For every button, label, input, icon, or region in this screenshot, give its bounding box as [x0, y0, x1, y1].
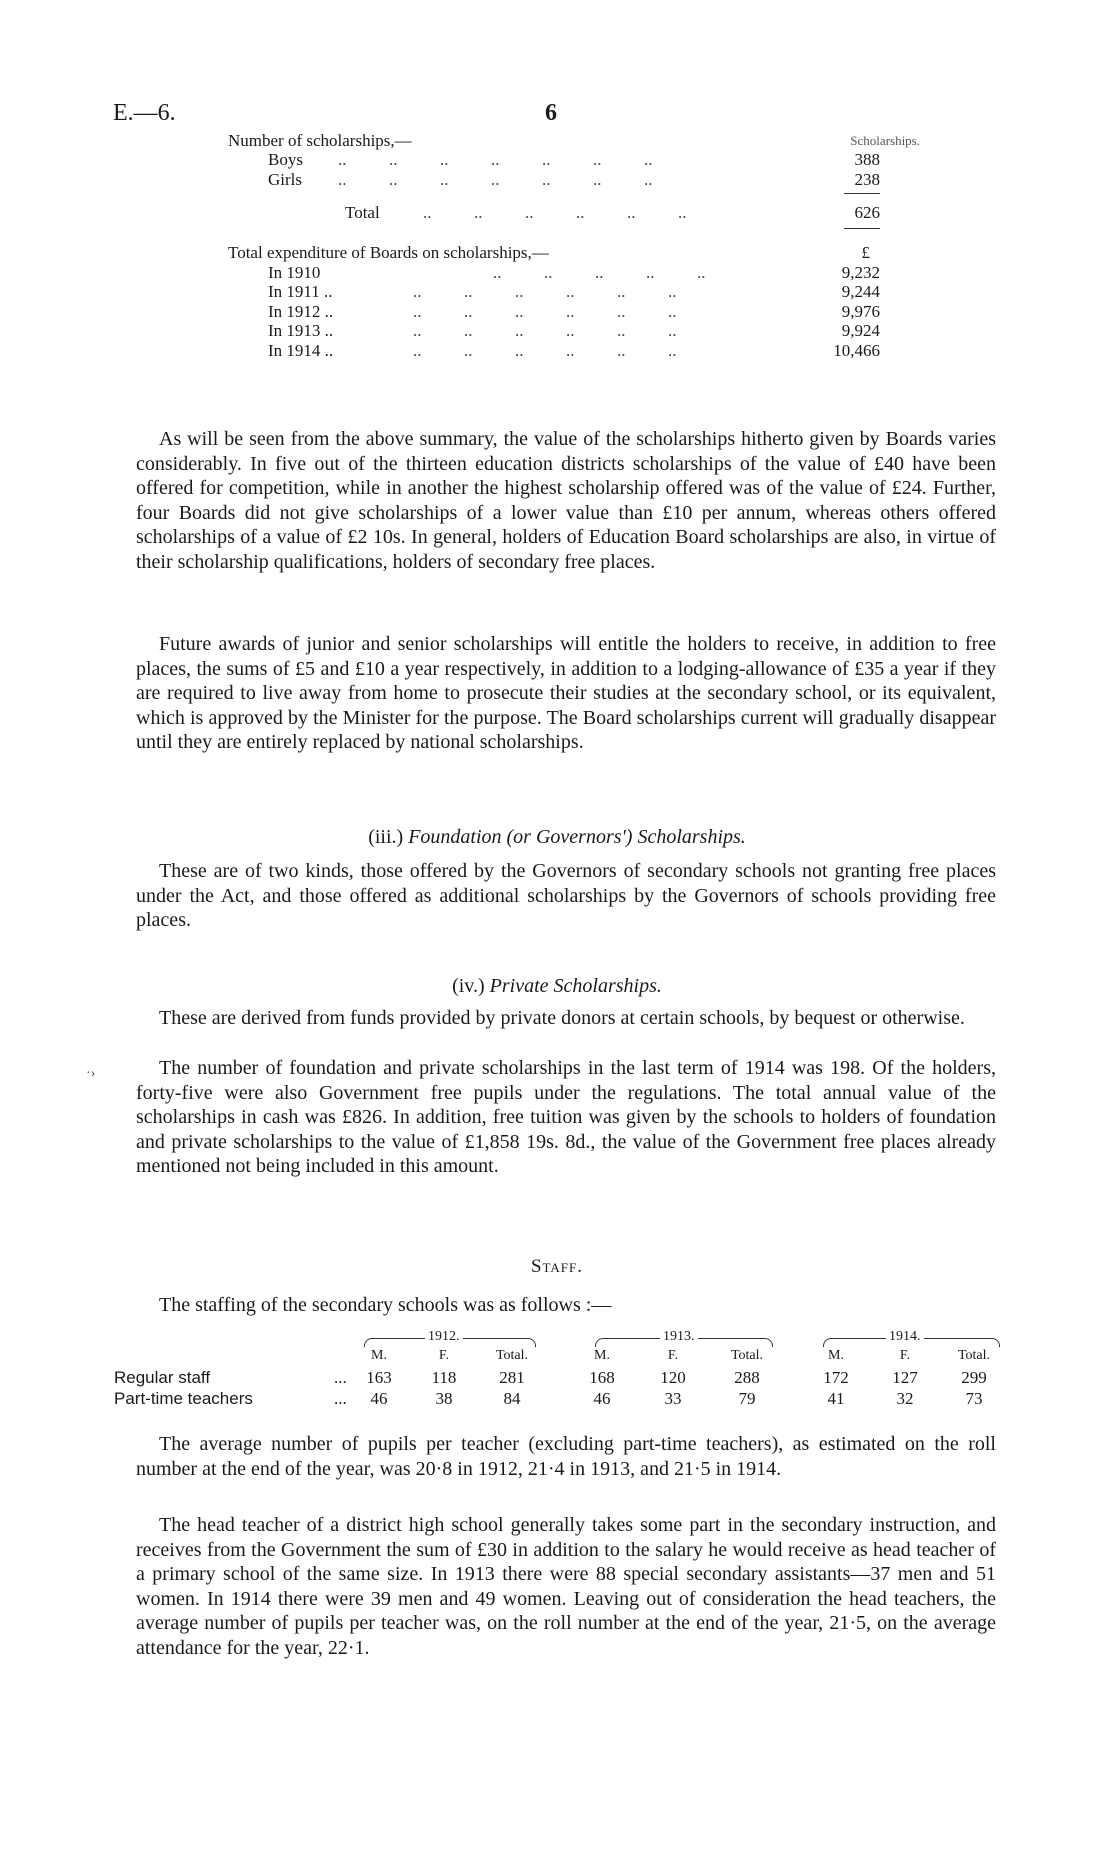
row-label-regular-staff: Regular staff: [114, 1368, 211, 1387]
year-heading: 1912.: [425, 1329, 463, 1345]
staff-cell: 73: [965, 1389, 983, 1408]
scholarships-col-heading: Scholarships.: [850, 133, 920, 148]
staff-cell: 168: [589, 1368, 615, 1387]
expenditure-year-label: In 1914 ..: [268, 341, 334, 360]
paragraph-head-teacher: The head teacher of a district high school generally takes some part in the secondary instruction, and receives from the Government the sum of £30 in addition to the salary he would receive as head teacher of a primary school of the same size. In 1913 there were 88 special secondary assistants—37 men and 51 women. In 1914 there were 39 men and 49 women. Leaving out of consideration the head teachers, the average number of pupils per teacher was, on the roll number at the end of the year, 21·5, on the average attendance for the year, 22·1.: [136, 1514, 996, 1659]
staff-cell: 38: [435, 1389, 453, 1408]
expenditure-year-value: 9,976: [841, 302, 880, 321]
staff-cell: 79: [738, 1389, 756, 1408]
expenditure-year-value: 9,244: [841, 282, 880, 301]
staff-cell: 281: [499, 1368, 525, 1387]
currency-symbol: £: [861, 243, 870, 262]
staff-cell: 41: [827, 1389, 845, 1408]
paragraph-pupils-per-teacher: The average number of pupils per teacher (excluding part-time teachers), as estimated on the roll number at the end of the year, was 20·8 in 1912, 21·4 in 1913, and 21·5 in 1914.: [136, 1433, 996, 1480]
dot-leader: .. .. .. .. .. ..: [413, 302, 677, 321]
staff-cell: 46: [593, 1389, 611, 1408]
staff-cell: 299: [961, 1368, 987, 1387]
total-label: Total: [345, 203, 380, 222]
col-header-total: Total.: [730, 1348, 764, 1363]
page-number: 6: [545, 100, 557, 126]
girls-value: 238: [854, 170, 880, 189]
total-rule: [844, 193, 880, 194]
staff-cell: 172: [823, 1368, 849, 1387]
boys-label: Boys: [268, 150, 303, 169]
dot-leader: .. .. .. .. .. ..: [413, 282, 677, 301]
scholarships-count-label: Number of scholarships,—: [228, 131, 412, 150]
col-header-m: M.: [371, 1348, 387, 1363]
section-number: (iv.): [452, 975, 485, 997]
col-header-f: F.: [667, 1348, 679, 1363]
staff-cell: 33: [664, 1389, 682, 1408]
staff-cell: 32: [896, 1389, 914, 1408]
expenditure-year-value: 9,924: [841, 321, 880, 340]
boys-value: 388: [854, 150, 880, 169]
expenditure-year-value: 9,232: [841, 263, 880, 282]
section-number: (iii.): [368, 826, 404, 848]
paragraph-summary-value: As will be seen from the above summary, the value of the scholarships hitherto given by Boards varies considerably. In five out of the thirteen education districts scholarships of the value of £40 have been offered for competition, while in another the highest scholarship offered was of the value of £24. Further, four Boards did not give scholarships of a lower value than £10 per annum, whereas others offered scholarships of a value of £2 10s. In general, holders of Education Board scholarships are also, in virtue of their scholarship qualifications, holders of secondary free places.: [136, 428, 996, 573]
section-heading-private: [0, 975, 1114, 998]
dot-leader: .. .. .. .. .. .. ..: [338, 170, 653, 189]
year-heading: 1913.: [660, 1329, 698, 1345]
staff-cell: 84: [503, 1389, 521, 1408]
row-label-part-time: Part-time teachers: [114, 1389, 253, 1408]
margin-mark: ·›: [86, 1066, 96, 1081]
dot-leader: .. .. .. .. .. ..: [413, 341, 677, 360]
staff-heading: Staff.: [530, 1256, 584, 1277]
dot-leader: .. .. .. .. ..: [493, 263, 706, 282]
girls-label: Girls: [268, 170, 302, 189]
paragraph-foundation: These are of two kinds, those offered by the Governors of secondary schools not granting free places under the Act, and those offered as additional scholarships by the Governors of schools providing free places.: [136, 860, 996, 931]
staff-cell: 118: [431, 1368, 457, 1387]
section-title: Foundation (or Governors') Scholarships.: [408, 826, 746, 848]
col-header-f: F.: [899, 1348, 911, 1363]
staff-cell: 46: [370, 1389, 388, 1408]
col-header-total: Total.: [957, 1348, 991, 1363]
dot-leader: .. .. .. .. .. ..: [413, 321, 677, 340]
staff-cell: 127: [892, 1368, 918, 1387]
dot-leader: .. .. .. .. .. .. ..: [338, 150, 653, 169]
staff-intro: The staffing of the secondary schools was as follows :—: [159, 1294, 612, 1316]
paragraph-private: These are derived from funds provided by private donors at certain schools, by bequest or otherwise.: [159, 1007, 965, 1029]
expenditure-year-label: In 1910: [268, 263, 321, 282]
scholarship-summary: [228, 131, 920, 361]
section-title: Private Scholarships.: [489, 975, 662, 997]
expenditure-year-label: In 1911 ..: [268, 282, 333, 301]
total-rule: [844, 228, 880, 229]
col-header-m: M.: [594, 1348, 610, 1363]
staff-table: [0, 1326, 1114, 1416]
paragraph-foundation-private-count: The number of foundation and private scholarships in the last term of 1914 was 198. Of the holders, forty-five were also Government free pupils under the regulations. The total annual value of the scholarships in cash was £826. In addition, free tuition was given by the schools to holders of foundation and private scholarships to the value of £1,858 19s. 8d., the value of the Government free places already mentioned not being included in this amount.: [136, 1057, 996, 1177]
dot-leader: .. .. .. .. .. ..: [423, 203, 687, 222]
staff-cell: 163: [366, 1368, 392, 1387]
staff-cell: 288: [734, 1368, 760, 1387]
staff-cell: 120: [660, 1368, 686, 1387]
expenditure-year-value: 10,466: [833, 341, 880, 360]
year-heading: 1914.: [886, 1329, 924, 1345]
col-header-total: Total.: [495, 1348, 529, 1363]
expenditure-year-label: In 1913 ..: [268, 321, 334, 340]
document-reference: E.—6.: [113, 100, 176, 126]
row-dots: ...: [334, 1389, 347, 1408]
col-header-m: M.: [828, 1348, 844, 1363]
expenditure-label: Total expenditure of Boards on scholarships,—: [228, 243, 549, 262]
total-value: 626: [854, 203, 880, 222]
expenditure-year-label: In 1912 ..: [268, 302, 334, 321]
section-heading-foundation: [0, 826, 1114, 849]
col-header-f: F.: [438, 1348, 450, 1363]
row-dots: ...: [334, 1368, 347, 1387]
paragraph-future-awards: Future awards of junior and senior scholarships will entitle the holders to receive, in addition to free places, the sums of £5 and £10 a year respectively, in addition to a lodging-allowance of £35 a year if they are required to live away from home to prosecute their studies at the secondary school, or its equivalent, which is approved by the Minister for the purpose. The Board scholarships current will gradually disappear until they are entirely replaced by national scholarships.: [136, 633, 996, 753]
